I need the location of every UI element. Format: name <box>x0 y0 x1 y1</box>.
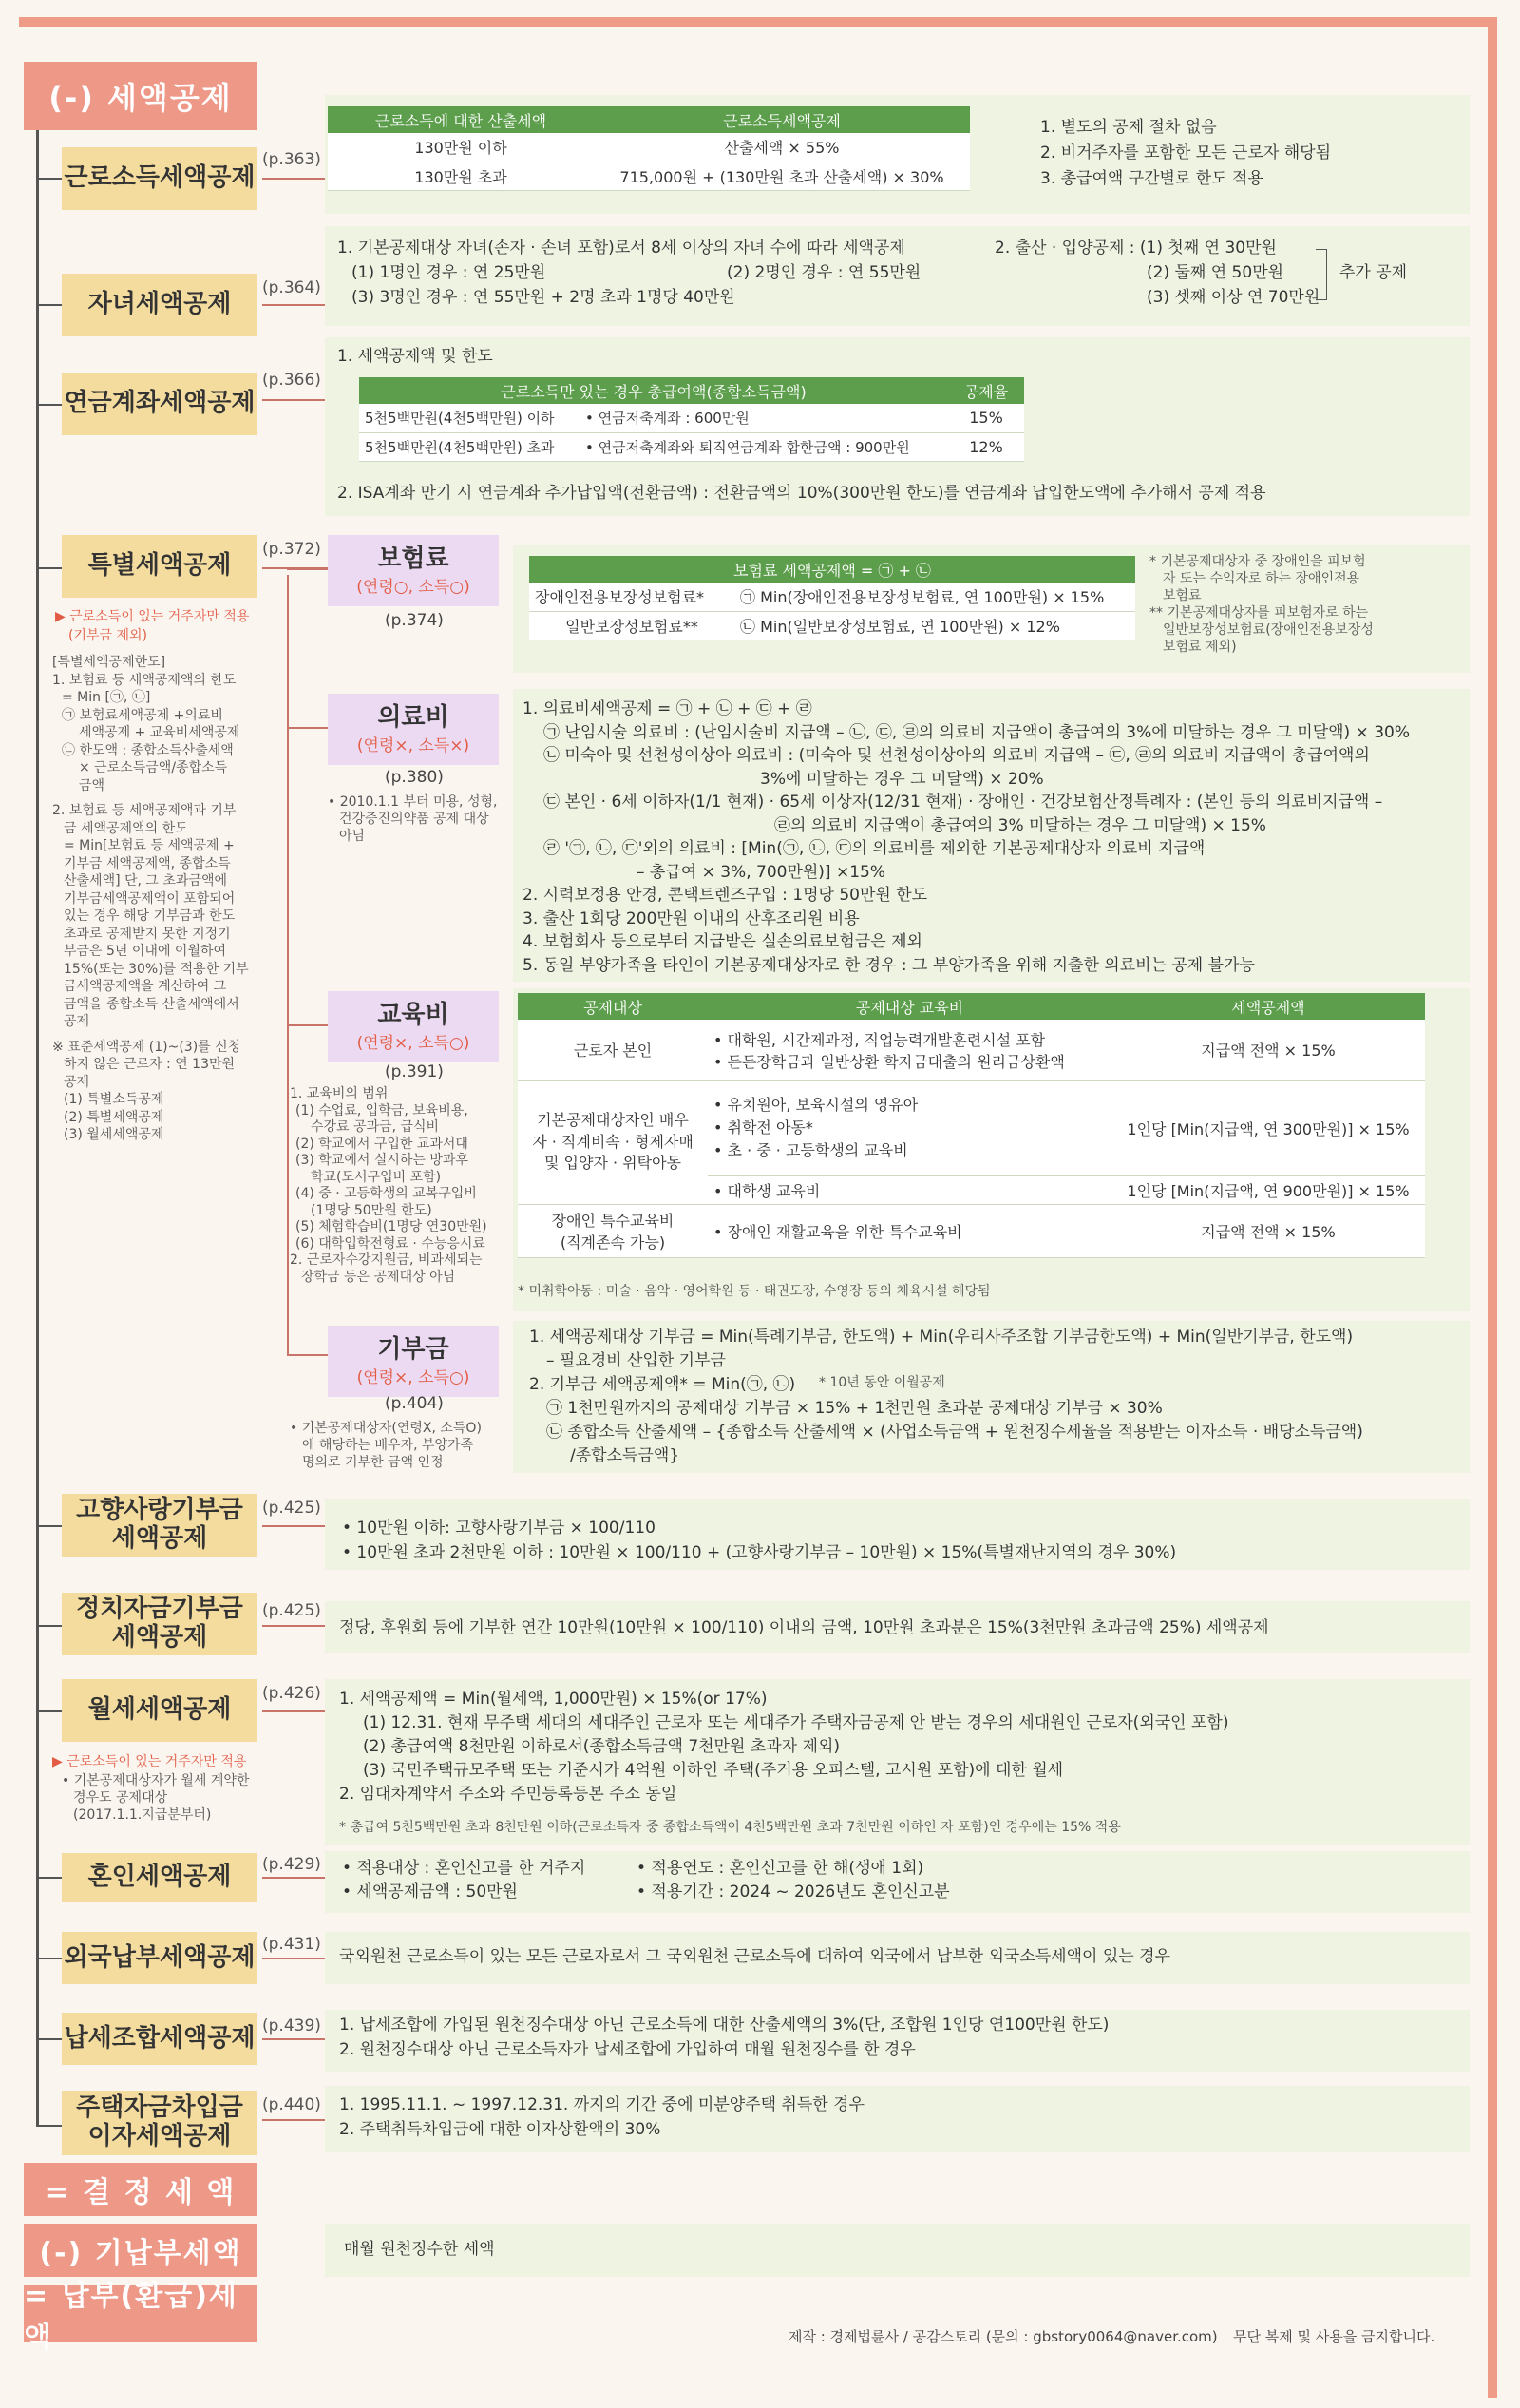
education-table: 공제대상 공제대상 교육비 세액공제액 근로자 본인 • 대학원, 시간제과정, 직업능력개발훈련시설 포함 • 든든장학금과 일반상환 학자금대출의 원리금상환액 지급액 전액 × 15% 기본공제대상자인 배우 자 · 직계비속 · 형제자매 및 입양자 · 위탁아동 • 유치원아, 보육시설의 영유아 • 취학전 아동* • 초 · 중 · 고등학생의 교육비 1인당 [Min(지급액, 연 300만원)] × 15% • 대학생 교육비 1인당 [Min(지급액, 연 900만원)] × 15% 장애인 특수교육비 (직계존속 가능) • 장애인 재활교육을 위한 특수교육비 지급액 전액 × 15% <box>518 993 1425 1258</box>
section-label-hometown: 고향사랑기부금 세액공제 <box>62 1494 257 1557</box>
text-line: 1. 1995.11.1. ~ 1997.12.31. 까지의 기간 중에 미분양주택 취득한 경우 <box>339 2095 864 2114</box>
text-line: 1. 납세조합에 가입된 원천징수대상 아닌 근로소득에 대한 산출세액의 3%(단, 조합원 1인당 연100만원 한도) <box>339 2016 1110 2035</box>
page-ref: (p.380) <box>385 768 444 787</box>
footer-maker: 제작 : 경제법륜사 / 공감스토리 (문의 : gbstory0064@naver.com) <box>788 2328 1218 2345</box>
text-line: 1. 의료비세액공제 = ㉠ + ㉡ + ㉢ + ㉣ <box>522 699 812 718</box>
text-line: 1. 세액공제대상 기부금 = Min(특례기부금, 한도액) + Min(우리사주조합 기부금한도액) + Min(일반기부금, 한도액) <box>529 1328 1354 1347</box>
text-line: * 기본공제대상자 중 장애인을 피보험 <box>1150 554 1366 569</box>
text-line: 금 세액공제액의 한도 <box>64 820 188 836</box>
text-line: 경우도 공제대상 <box>73 1790 168 1806</box>
text-line: 2. ISA계좌 만기 시 연금계좌 추가납입액(전환금액) : 전환금액의 10%(300만원 한도)를 연금계좌 납입한도액에 추가해서 공제 적용 <box>337 484 1266 503</box>
page-ref: (p.366) <box>262 371 321 390</box>
text-line: (2) 둘째 연 50만원 <box>1147 263 1284 282</box>
text-line: 초과로 공제받지 못한 지정기 <box>64 926 231 942</box>
text-line: ㉠ 난임시술 의료비 : (난임시술비 지급액 – ㉡, ㉢, ㉣의 의료비 지급액이 총급여의 3%에 미달하는 경우 그 미달액) × 30% <box>543 722 1411 742</box>
text-line: 건강증진의약품 공제 대상 <box>339 812 489 827</box>
text-line: 15%(또는 30%)를 적용한 기부 <box>64 961 249 977</box>
text-line: 5. 동일 부양가족을 타인이 기본공제대상자로 한 경우 : 그 부양가족을 위해 지출한 의료비는 공제 불가능 <box>522 955 1255 975</box>
text-line: 장학금 등은 공제대상 아님 <box>301 1269 456 1285</box>
text-line: (3) 학교에서 실시하는 방과후 <box>295 1153 468 1168</box>
text-line: (1명당 50만원 한도) <box>311 1202 432 1218</box>
text-line: ㉡ 미숙아 및 선천성이상아 의료비 : (미숙아 및 선천성이상아의 의료비 지급액 – ㉢, ㉣의 의료비 지급액이 총급여액의 <box>543 746 1370 765</box>
text-line: 2. 보험료 등 세액공제액과 기부 <box>52 803 237 818</box>
text-line: (5) 체험학습비(1명당 연30만원) <box>295 1219 487 1234</box>
text-line: (3) 국민주택규모주택 또는 기준시가 4억원 이하인 주택(주거용 오피스텔, 고시원 포함)에 대한 월세 <box>363 1761 1064 1780</box>
text-line: 금액 <box>79 777 105 793</box>
bracket <box>1316 249 1327 300</box>
text-line: ㉣의 의료비 지급액이 총급여의 3% 미달하는 경우 그 미달액) × 15% <box>774 815 1266 835</box>
text-line: (3) 셋째 이상 연 70만원 <box>1147 288 1320 307</box>
text-line: = Min [㉠, ㉡] <box>62 690 151 705</box>
text-line: ㉣ '㉠, ㉡, ㉢'외의 의료비 : [Min(㉠, ㉡, ㉢의 의료비를 제외한 기본공제대상자 의료비 지급액 <box>543 839 1206 858</box>
text-line: ㉠ 보험료세액공제 +의료비 <box>62 707 223 723</box>
text-line: 보험료 제외) <box>1163 640 1237 655</box>
text-line: * 미취학아동 : 미술 · 음악 · 영어학원 등 · 태권도장, 수영장 등의 체육시설 해당됨 <box>518 1284 991 1299</box>
section-label-child: 자녀세액공제 <box>62 274 257 336</box>
text-line: (1) 특별소득공제 <box>64 1092 164 1107</box>
text-line: 3. 출산 1회당 200만원 이내의 산후조리원 비용 <box>522 908 860 928</box>
insurance-table: 보험료 세액공제액 = ㉠ + ㉡ 장애인전용보장성보험료* ㉠ Min(장애인전용보장성보험료, 연 100만원) × 15% 일반보장성보험료** ㉡ Min(일반보장성보험료, 연 100만원) × 12% <box>529 556 1135 640</box>
text-line: 명의로 기부한 금액 인정 <box>302 1455 444 1470</box>
text-line: – 총급여 × 3%, 700만원)] ×15% <box>636 862 885 882</box>
text-line: • 기본공제대상자가 월세 계약한 <box>62 1773 250 1788</box>
page-ref: (p.363) <box>262 150 321 169</box>
section-label-rent: 월세세액공제 <box>62 1679 257 1742</box>
text-line: (2) 2명인 경우 : 연 55만원 <box>727 263 922 282</box>
text-line: ** 기본공제대상자를 피보험자로 하는 <box>1150 605 1369 621</box>
text-line: (기부금 제외) <box>68 628 147 643</box>
section-label-earned-income: 근로소득세액공제 <box>62 147 257 210</box>
page-ref: (p.425) <box>262 1499 321 1518</box>
text-line: 공제 <box>64 1014 90 1029</box>
text-line: 2. 출산 · 입양공제 : (1) 첫째 연 30만원 <box>995 239 1277 258</box>
text-line: 2. 주택취득차입금에 대한 이자상환액의 30% <box>339 2120 661 2139</box>
sub-label-education: 교육비 (연령×, 소득○) <box>328 991 499 1062</box>
text-line: 금액을 종합소득 산출세액에서 <box>64 996 239 1012</box>
sub-label-medical: 의료비 (연령×, 소득×) <box>328 694 499 765</box>
text-line: (1) 1명인 경우 : 연 25만원 <box>352 263 546 282</box>
text-line: 있는 경우 해당 기부금과 한도 <box>64 908 236 924</box>
text-line: /종합소득금액} <box>570 1446 680 1465</box>
text-line: 아님 <box>339 829 366 844</box>
text-line: (2017.1.1.지급분부터) <box>73 1807 212 1823</box>
payable-tax-box: = 납부(환급)세액 <box>24 2285 257 2342</box>
text-line: 1. 세액공제액 및 한도 <box>337 347 493 366</box>
page-ref: (p.391) <box>385 1062 444 1081</box>
text-line: [특별세액공제한도] <box>52 655 166 670</box>
text-line: 정당, 후원회 등에 기부한 연간 10만원(10만원 × 100/110) 이내의 금액, 10만원 초과분은 15%(3천만원 초과금액 25%) 세액공제 <box>339 1618 1269 1637</box>
text-line: • 10만원 초과 2천만원 이하 : 10만원 × 100/110 + (고향사랑기부금 – 10만원) × 15%(특별재난지역의 경우 30%) <box>342 1543 1177 1562</box>
section-body-prepaid <box>325 2224 1470 2277</box>
text-line: ▶ 근로소득이 있는 거주자만 적용 <box>55 609 250 624</box>
deduction-header: (-) 세액공제 <box>24 62 257 130</box>
page-ref: (p.431) <box>262 1935 321 1954</box>
text-line: 2. 근로자수강지원금, 비과세되는 <box>290 1252 483 1268</box>
text-line: 일반보장성보험료(장애인전용보장성 <box>1163 622 1374 638</box>
page-ref: (p.439) <box>262 2016 321 2035</box>
section-label-pension: 연금계좌세액공제 <box>62 373 257 435</box>
pension-table: 근로소득만 있는 경우 총급여액(종합소득금액) 공제율 5천5백만원(4천5백만원) 이하 • 연금저축계좌 : 600만원 15% 5천5백만원(4천5백만원) 초과 • 연금저축계좌와 퇴직연금계좌 합한금액 : 900만원 12% <box>359 377 1024 462</box>
text-line: (2) 학교에서 구입한 교과서대 <box>295 1136 468 1152</box>
text-line: (2) 특별세액공제 <box>64 1109 164 1125</box>
text-line: 국외원천 근로소득이 있는 모든 근로자로서 그 국외원천 근로소득에 대하여 외국에서 납부한 외국소득세액이 있는 경우 <box>339 1947 1170 1966</box>
page-ref: (p.372) <box>262 540 321 559</box>
special-tree-line <box>287 575 289 1354</box>
text-line: ㉢ 본인 · 6세 이하자(1/1 현재) · 65세 이상자(12/31 현재) · 장애인 · 건강보험산정특례자 : (본인 등의 의료비지급액 – <box>543 793 1383 812</box>
text-line: 2. 원천징수대상 아닌 근로소득자가 납세조합에 가입하여 매월 원천징수를 한 경우 <box>339 2040 916 2059</box>
sub-label-donation: 기부금 (연령×, 소득○) <box>328 1326 499 1397</box>
text-line: 공제 <box>64 1074 90 1090</box>
text-line: ㉡ 종합소득 산출세액 – {종합소득 산출세액 × (사업소득금액 + 원천징수세율을 적용받는 이자소득 · 배당소득금액) <box>546 1423 1363 1442</box>
text-line: 3%에 미달하는 경우 그 미달액) × 20% <box>760 769 1044 789</box>
text-line: (3) 3명인 경우 : 연 55만원 + 2명 초과 1명당 40만원 <box>352 288 735 307</box>
note: 2. 비거주자를 포함한 모든 근로자 해당됨 <box>1040 143 1331 162</box>
text-line: 4. 보험회사 등으로부터 지급받은 실손의료보험금은 제외 <box>522 932 922 951</box>
text-line: (3) 월세세액공제 <box>64 1127 164 1142</box>
text-line: ㉠ 1천만원까지의 공제대상 기부금 × 15% + 1천만원 초과분 공제대상 기부금 × 30% <box>546 1399 1163 1418</box>
text-line: (4) 중 · 고등학생의 교복구입비 <box>295 1186 477 1201</box>
text-line: ▶ 근로소득이 있는 거주자만 적용 <box>52 1754 247 1769</box>
text-line: * 총급여 5천5백만원 초과 8천만원 이하(근로소득자 중 종합소득액이 4천5백만원 초과 7천만원 이하인 자 포함)인 경우에는 15% 적용 <box>339 1820 1121 1835</box>
section-label-special: 특별세액공제 <box>62 535 257 598</box>
text-line: 세액공제 + 교육비세액공제 <box>79 725 240 740</box>
text-line: 하지 않은 근로자 : 연 13만원 <box>64 1057 236 1072</box>
text-line: 1. 기본공제대상 자녀(손자 · 손녀 포함)로서 8세 이상의 자녀 수에 따라 세액공제 <box>337 239 905 258</box>
text-line: • 세액공제금액 : 50만원 <box>342 1882 518 1902</box>
text-line: 에 해당하는 배우자, 부양가족 <box>302 1438 474 1453</box>
text-line: • 기본공제대상자(연령X, 소득O) <box>290 1421 482 1436</box>
text-line: 추가 공제 <box>1340 263 1408 282</box>
page-ref: (p.429) <box>262 1855 321 1874</box>
text-line: * 10년 동안 이월공제 <box>819 1375 945 1390</box>
text-line: (6) 대학입학전형료 · 수능응시료 <box>295 1235 485 1252</box>
text-line: × 근로소득금액/종합소득 <box>79 760 228 775</box>
prepaid-tax-box: (-) 기납부세액 <box>24 2224 257 2277</box>
text-line: (2) 총급여액 8천만원 이하로서(종합소득금액 7천만원 초과자 제외) <box>363 1737 840 1756</box>
text-line: 산출세액] 단, 그 초과금액에 <box>64 873 228 889</box>
earned-income-table: 근로소득에 대한 산출세액 근로소득세액공제 130만원 이하 산출세액 × 55% 130만원 초과 715,000원 + (130만원 초과 산출세액) × 30% <box>328 106 970 191</box>
text-line: 학교(도서구입비 포함) <box>311 1169 442 1185</box>
page-ref: (p.425) <box>262 1601 321 1620</box>
text-line: • 2010.1.1 부터 미용, 성형, <box>328 794 498 810</box>
page-ref: (p.374) <box>385 611 444 630</box>
note: 1. 별도의 공제 절차 없음 <box>1040 118 1217 137</box>
page-ref: (p.440) <box>262 2095 321 2114</box>
text-line: 1. 보험료 등 세액공제액의 한도 <box>52 672 237 688</box>
text-line: 1. 세액공제액 = Min(월세액, 1,000만원) × 15%(or 17%) <box>339 1690 768 1709</box>
section-label-foreign: 외국납부세액공제 <box>62 1932 257 1984</box>
sub-label-insurance: 보험료 (연령○, 소득○) <box>328 535 499 606</box>
text-line: = Min[보험료 등 세액공제 + <box>64 838 235 853</box>
text-line: 금세액공제액을 계산하여 그 <box>64 979 227 994</box>
text-line: – 필요경비 산입한 기부금 <box>546 1351 726 1370</box>
text-line: ※ 표준세액공제 (1)~(3)를 신청 <box>52 1039 241 1055</box>
text-line: 2. 기부금 세액공제액* = Min(㉠, ㉡) <box>529 1375 796 1394</box>
section-label-housing-loan: 주택자금차입금 이자세액공제 <box>62 2091 257 2155</box>
text-line: 기부금세액공제액이 포함되어 <box>64 890 236 907</box>
page-ref: (p.404) <box>385 1394 444 1413</box>
text-line: 자 또는 수익자로 하는 장애인전용 <box>1163 571 1360 586</box>
note: 3. 총급여액 구간별로 한도 적용 <box>1040 169 1264 188</box>
text-line: • 적용대상 : 혼인신고를 한 거주지 <box>342 1859 586 1878</box>
footer-copyright: 무단 복제 및 사용을 금지합니다. <box>1233 2328 1435 2345</box>
text-line: 2. 시력보정용 안경, 콘택트렌즈구입 : 1명당 50만원 한도 <box>522 886 928 905</box>
determined-tax-box: = 결 정 세 액 <box>24 2163 257 2216</box>
text-line: ㉡ 한도액 : 종합소득산출세액 <box>62 742 234 758</box>
section-label-marriage: 혼인세액공제 <box>62 1853 257 1902</box>
right-border <box>1488 17 1497 2398</box>
text-line: 수강료 공과금, 급식비 <box>311 1119 440 1135</box>
text-line: • 10만원 이하: 고향사랑기부금 × 100/110 <box>342 1519 656 1538</box>
text-line: (1) 12.31. 현재 무주택 세대의 세대주인 근로자 또는 세대주가 주택자금공제 안 받는 경우의 세대원인 근로자(외국인 포함) <box>363 1713 1229 1732</box>
text-line: • 적용연도 : 혼인신고를 한 해(생애 1회) <box>636 1859 924 1878</box>
text-line: (1) 수업료, 입학금, 보육비용, <box>295 1102 468 1118</box>
text-line: 매월 원천징수한 세액 <box>344 2240 495 2259</box>
text-line: 1. 교육비의 범위 <box>290 1086 389 1101</box>
top-border <box>19 17 1496 27</box>
text-line: 2. 임대차계약서 주소와 주민등록등본 주소 동일 <box>339 1785 677 1804</box>
page-ref: (p.364) <box>262 278 321 297</box>
section-label-tax-union: 납세조합세액공제 <box>62 2013 257 2065</box>
text-line: 부금은 5년 이내에 이월하여 <box>64 944 227 959</box>
page-ref: (p.426) <box>262 1684 321 1703</box>
text-line: • 적용기간 : 2024 ~ 2026년도 혼인신고분 <box>636 1882 950 1902</box>
section-label-political: 정치자금기부금 세액공제 <box>62 1593 257 1655</box>
text-line: 보험료 <box>1163 588 1202 603</box>
text-line: 기부금 세액공제액, 종합소득 <box>64 855 231 871</box>
